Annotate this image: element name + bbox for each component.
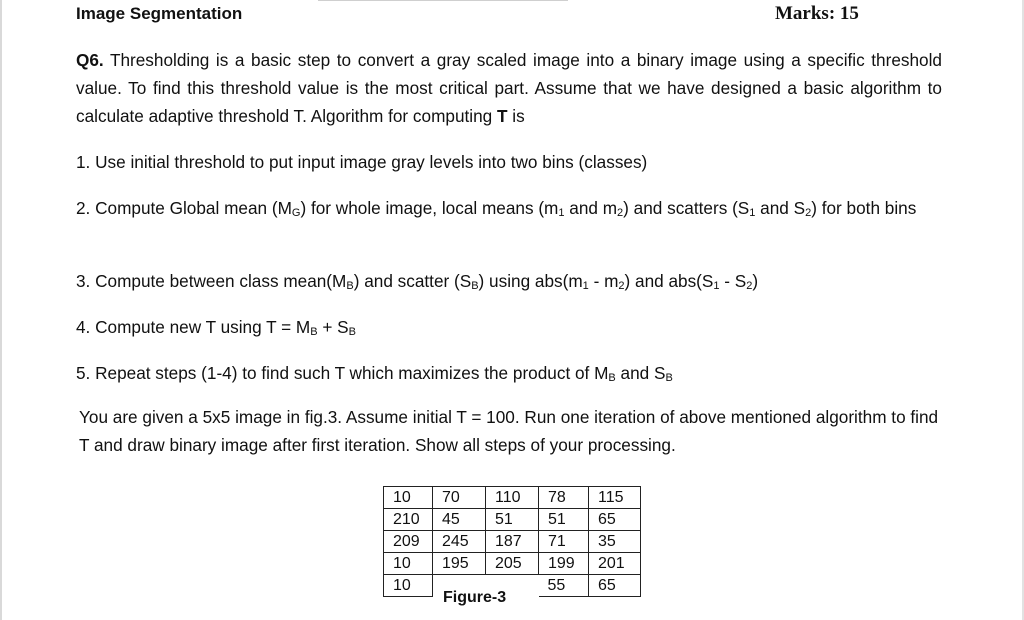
step-3-sub: B	[471, 280, 479, 292]
page-left-edge	[0, 0, 2, 620]
marks-label: Marks: 15	[775, 3, 859, 24]
step-2-text: and S	[755, 198, 806, 218]
table-cell: 210	[384, 509, 433, 531]
table-row	[384, 487, 641, 509]
step-3-text: 3. Compute between class mean(M	[76, 271, 347, 291]
table-cell: 10	[384, 575, 433, 597]
step-2-text: 2. Compute Global mean (M	[76, 198, 292, 218]
instruction-paragraph: You are given a 5x5 image in fig.3. Assume initial T = 100. Run one iteration of above mentioned algorithm to find T and draw binary image after first iteration. Show all steps of your processing.	[79, 407, 939, 455]
table-cell: 51	[539, 509, 589, 531]
step-3-sub: B	[346, 280, 354, 292]
step-3-text: ) using abs(m	[478, 271, 583, 291]
step-5-text: and S	[615, 363, 666, 383]
step-2-sub: 2	[617, 207, 624, 219]
image-matrix-table	[383, 486, 641, 597]
table-cell: 78	[539, 487, 589, 509]
table-cell: 10	[384, 487, 433, 509]
step-2-sub: 1	[749, 207, 756, 219]
table-row	[384, 509, 641, 531]
table-cell: 65	[589, 509, 641, 531]
question-intro	[76, 46, 942, 130]
step-4-text: + S	[317, 317, 349, 337]
step-2-text: ) for whole image, local means (m	[300, 198, 559, 218]
step-3-text: ) and abs(S	[624, 271, 714, 291]
step-2-text: ) for both bins	[811, 198, 917, 218]
table-cell: 110	[486, 487, 539, 509]
table-cell: 65	[589, 575, 641, 597]
table-row	[384, 575, 641, 597]
section-title: Image Segmentation	[76, 4, 243, 23]
table-cell: 10	[384, 553, 433, 575]
step-3-text: )	[752, 271, 759, 291]
step-5	[76, 359, 942, 392]
step-3-text: - S	[719, 271, 747, 291]
table-cell: 201	[589, 553, 641, 575]
table-cell: 205	[486, 553, 539, 575]
table-cell: 187	[486, 531, 539, 553]
step-2-text: and m	[564, 198, 618, 218]
step-3-sub: 1	[713, 280, 720, 292]
step-3-text: - m	[588, 271, 619, 291]
table-cell: 115	[589, 487, 641, 509]
table-cell: 35	[589, 531, 641, 553]
table-cell: 245	[433, 531, 486, 553]
step-5-sub: B	[608, 372, 616, 384]
table-cell: 51	[486, 509, 539, 531]
table-row	[384, 553, 641, 575]
step-2-sub: 1	[558, 207, 565, 219]
table-cell: 199	[539, 553, 589, 575]
top-rule	[318, 0, 568, 1]
step-5-text: 5. Repeat steps (1-4) to find such T which maximizes the product of M	[76, 363, 609, 383]
step-2-text: ) and scatters (S	[623, 198, 750, 218]
table-cell: 55	[539, 575, 589, 597]
step-4-sub: B	[310, 326, 318, 338]
step-2-sub: 2	[805, 207, 812, 219]
figure-caption: Figure-3	[443, 589, 507, 606]
step-4-text: 4. Compute new T using T = M	[76, 317, 311, 337]
table-cell: 195	[433, 553, 486, 575]
step-3-sub: 2	[746, 280, 753, 292]
table-row	[384, 531, 641, 553]
table-cell: 71	[539, 531, 589, 553]
table-cell: 70	[433, 487, 486, 509]
table-cell: 45	[433, 509, 486, 531]
question-label: Q6.	[76, 50, 104, 70]
question-text-b: is	[507, 106, 525, 126]
step-2-sub: G	[291, 207, 301, 219]
table-cell: 209	[384, 531, 433, 553]
step-4	[76, 313, 942, 346]
step-4-sub: B	[348, 326, 356, 338]
step-1: 1. Use initial threshold to put input image gray levels into two bins (classes)	[76, 152, 648, 172]
step-3-text: ) and scatter (S	[353, 271, 472, 291]
question-text-a: Thresholding is a basic step to convert a gray scaled image into a binary image using a specific threshold value. To find this threshold value is the most critical part. Assume that we have designed a basic algorithm to calculate adaptive threshold T. Algorithm for computing	[76, 50, 942, 126]
step-5-sub: B	[665, 372, 673, 384]
step-3	[76, 267, 942, 300]
question-text-bold: T	[497, 106, 508, 126]
step-3-sub: 2	[618, 280, 625, 292]
step-2	[76, 194, 942, 227]
step-3-sub: 1	[582, 280, 589, 292]
